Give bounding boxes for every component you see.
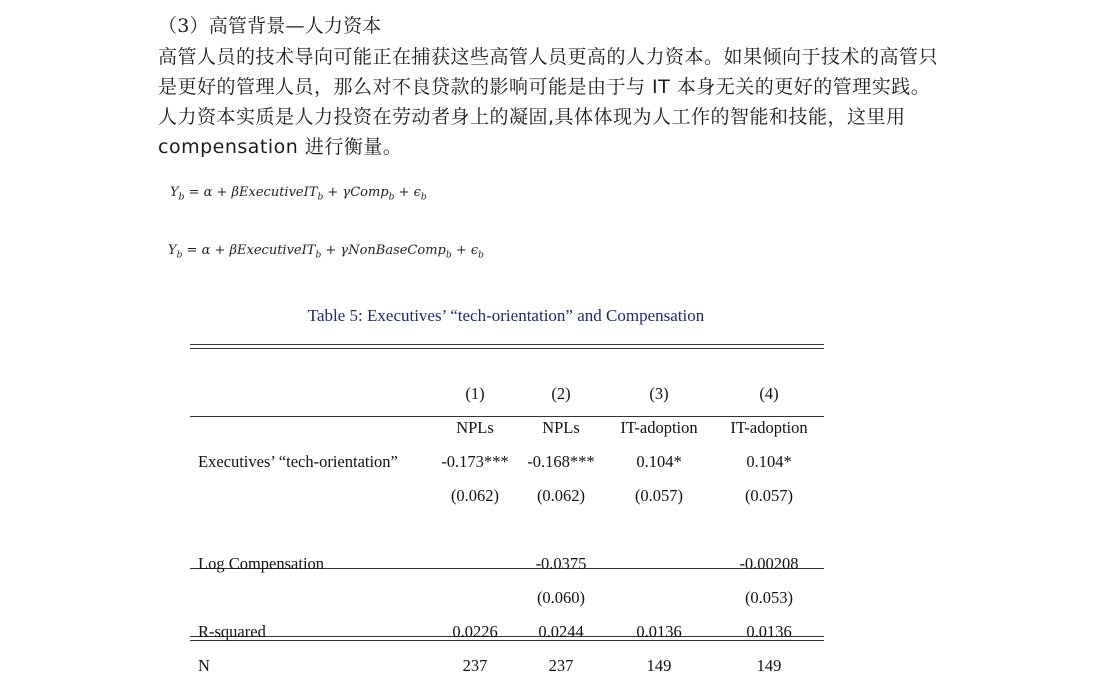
coef-cell: 0.104* <box>746 452 792 471</box>
stat-cell: 149 <box>756 656 782 675</box>
table-row-n <box>190 649 824 683</box>
table-row-col-vars <box>190 411 824 445</box>
coef-cell: -0.168*** <box>527 452 595 471</box>
se-cell: (0.062) <box>450 486 500 505</box>
equation-nonbase-compensation: $Y_b = \alpha$ + βExecutiveIT$_b$ + γNonBaseComp$_b$ + $\epsilon_b$ <box>168 243 484 261</box>
se-cell <box>604 581 714 615</box>
regression-table <box>190 343 824 683</box>
stat-cell: 0.0136 <box>746 622 792 641</box>
table-row-col-numbers <box>190 377 824 411</box>
col-number: (1) <box>465 384 485 403</box>
equation-compensation: $Y_b = \alpha$ + βExecutiveIT$_b$ + γComp$_b$ + $\epsilon_b$ <box>170 185 427 203</box>
table-row-tech-se <box>190 479 824 513</box>
paragraph-line: 高管人员的技术导向可能正在捕获这些高管人员更高的人力资本。如果倾向于技术的高管只 <box>158 46 939 68</box>
se-cell: (0.062) <box>536 486 586 505</box>
coef-cell: -0.0375 <box>535 554 587 573</box>
stat-cell: 237 <box>548 656 574 675</box>
coef-cell <box>432 547 518 581</box>
paragraph-line: compensation 进行衡量。 <box>158 136 403 158</box>
col-var: IT-adoption <box>730 418 808 437</box>
row-label: N <box>198 656 210 675</box>
row-label: Log Compensation <box>198 554 325 573</box>
table-row-tech-coef <box>190 445 824 479</box>
paragraph-line: 人力资本实质是人力投资在劳动者身上的凝固,具体体现为人工作的智能和技能，这里用 <box>158 106 906 128</box>
paragraph-line: 是更好的管理人员，那么对不良贷款的影响可能是由于与 IT 本身无关的更好的管理实践。 <box>158 76 931 98</box>
body-paragraph <box>158 42 958 162</box>
table-row-r-squared <box>190 615 824 649</box>
table-row-comp-se <box>190 581 824 615</box>
col-number: (3) <box>649 384 669 403</box>
row-label: R-squared <box>198 622 266 641</box>
stat-cell: 0.0244 <box>538 622 584 641</box>
stat-cell: 237 <box>462 656 488 675</box>
coef-cell: -0.00208 <box>739 554 799 573</box>
row-label: Executives’ “tech-orientation” <box>198 452 398 471</box>
col-var: NPLs <box>456 418 494 437</box>
section-heading: （3）高管背景—人力资本 <box>158 15 382 37</box>
coef-cell: 0.104* <box>636 452 682 471</box>
se-cell <box>432 581 518 615</box>
se-cell: (0.060) <box>536 588 586 607</box>
table-row-comp-coef <box>190 547 824 581</box>
col-var: IT-adoption <box>620 418 698 437</box>
coef-cell: -0.173*** <box>441 452 509 471</box>
stat-cell: 0.0136 <box>636 622 682 641</box>
col-number: (4) <box>759 384 779 403</box>
table-caption: Table 5: Executives’ “tech-orientation” and Compensation <box>307 306 705 325</box>
coef-cell <box>604 547 714 581</box>
stat-cell: 0.0226 <box>452 622 498 641</box>
se-cell: (0.053) <box>744 588 794 607</box>
se-cell: (0.057) <box>634 486 684 505</box>
stat-cell: 149 <box>646 656 672 675</box>
col-number: (2) <box>551 384 571 403</box>
se-cell: (0.057) <box>744 486 794 505</box>
col-var: NPLs <box>542 418 580 437</box>
